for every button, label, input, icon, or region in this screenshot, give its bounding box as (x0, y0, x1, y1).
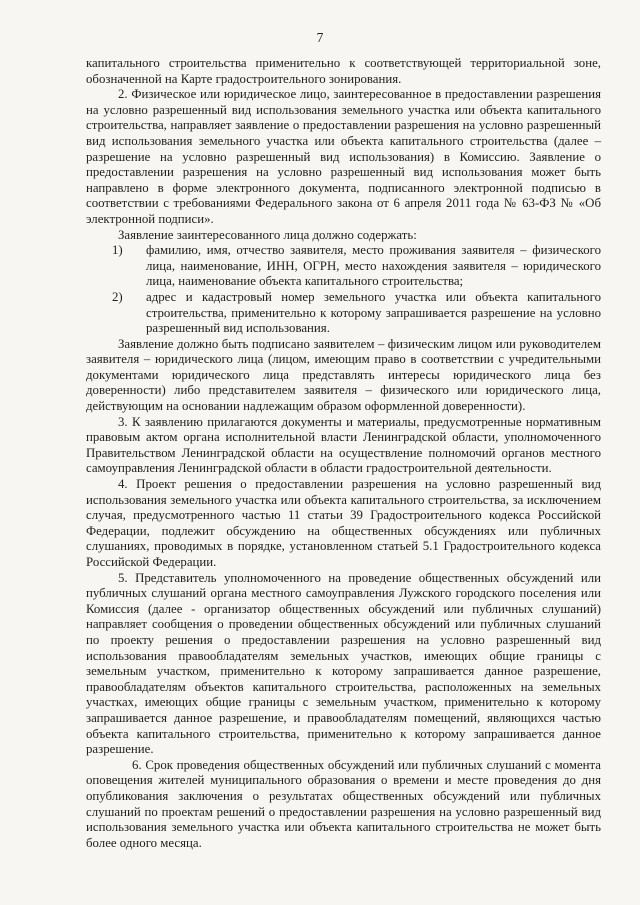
paragraph-3: 3. К заявлению прилагаются документы и материалы, предусмотренные нормативным правовым актом органа исполнительной власти Ленинградской области, уполномоченного Правительством Ленинградской области на осуществление полномочий органов местного самоуправления Ленинградской области в области градостроительной деятельности. (86, 414, 601, 476)
document-body (86, 56, 601, 851)
list-item (86, 243, 601, 290)
paragraph-5: 5. Представитель уполномоченного на проведение общественных обсуждений или публичных слушаний органа местного самоуправления Лужского городского поселения или Комиссия (далее - организатор общественных обсуждений или публичных слушаний) направляет сообщения о проведении общественных обсуждений или публичных слушаний по проекту решения о предоставлении разрешения на условно разрешенный вид использования правообладателям земельных участков, имеющих общие границы с земельным участком, применительно к которому запрашивается данное разрешение, правообладателям объектов капитального строительства, расположенных на земельных участках, имеющих общие границы с земельным участком, применительно к которому запрашивается данное разрешение, и правообладателям помещений, являющихся частью объекта капитального строительства, применительно к которому запрашивается данное разрешение. (86, 570, 601, 757)
list-item (86, 290, 601, 337)
paragraph-4: 4. Проект решения о предоставлении разрешения на условно разрешенный вид использования земельного участка или объекта капитального строительства, за исключением случая, предусмотренного частью 11 статьи 39 Градостроительного кодекса Российской Федерации, подлежит обсуждению на общественных обсуждениях или публичных слушаниях, проводимых в порядке, установленном статьей 5.1 Градостроительного кодекса Российской Федерации. (86, 477, 601, 569)
list-item-text: адрес и кадастровый номер земельного участка или объекта капитального строительства, применительно к которому запрашивается разрешение на условно разрешенный вид использования. (146, 289, 601, 336)
paragraph-6: 6. Срок проведения общественных обсуждений или публичных слушаний с момента оповещения жителей муниципального образования о времени и месте проведения до дня опубликования заключения о результатах общественных обсуждений или публичных слушаний по проектам решений о предоставлении разрешения на условно разрешенный вид использования земельного участка или объекта капитального строительства не может быть более одного месяца. (86, 757, 601, 850)
list-item-number: 2) (112, 289, 123, 304)
paragraph-2-intro: Заявление заинтересованного лица должно содержать: (118, 227, 417, 242)
paragraph-2-signature: Заявление должно быть подписано заявителем – физическим лицом или руководителем заявителя – юридического лица (лицом, имеющим право в соответствии с учредительными документами юридического лица представлять интересы юридического лица без доверенности) либо представителем заявителя – физического или юридического лица, действующим на основании надлежащим образом оформленной доверенности). (86, 336, 601, 414)
list-item-number: 1) (112, 243, 123, 258)
list-item-text: фамилию, имя, отчество заявителя, место проживания заявителя – физического лица, наименование, ИНН, ОГРН, место нахождения заявителя – юридического лица, наименование объекта капитального строительства; (146, 243, 601, 289)
page-number: 7 (316, 30, 324, 45)
paragraph-2: 2. Физическое или юридическое лицо, заинтересованное в предоставлении разрешения на условно разрешенный вид использования земельного участка или объекта капитального строительства, направляет заявление о предоставлении разрешения на условно разрешенный вид использования земельного участка или объекта капитального строительства (далее – разрешение на условно разрешенный вид использования) в Комиссию. Заявление о предоставлении разрешения на условно разрешенный вид использования может быть направлено в форме электронного документа, подписанного электронной подписью в соответствии с требованиями Федерального закона от 6 апреля 2011 года № 63-ФЗ № «Об электронной подписи». (86, 87, 601, 226)
requirements-list (86, 243, 601, 337)
paragraph-continuation: капитального строительства применительно к соответствующей территориальной зоне, обозначенной на Карте градостроительного зонирования. (86, 56, 601, 86)
